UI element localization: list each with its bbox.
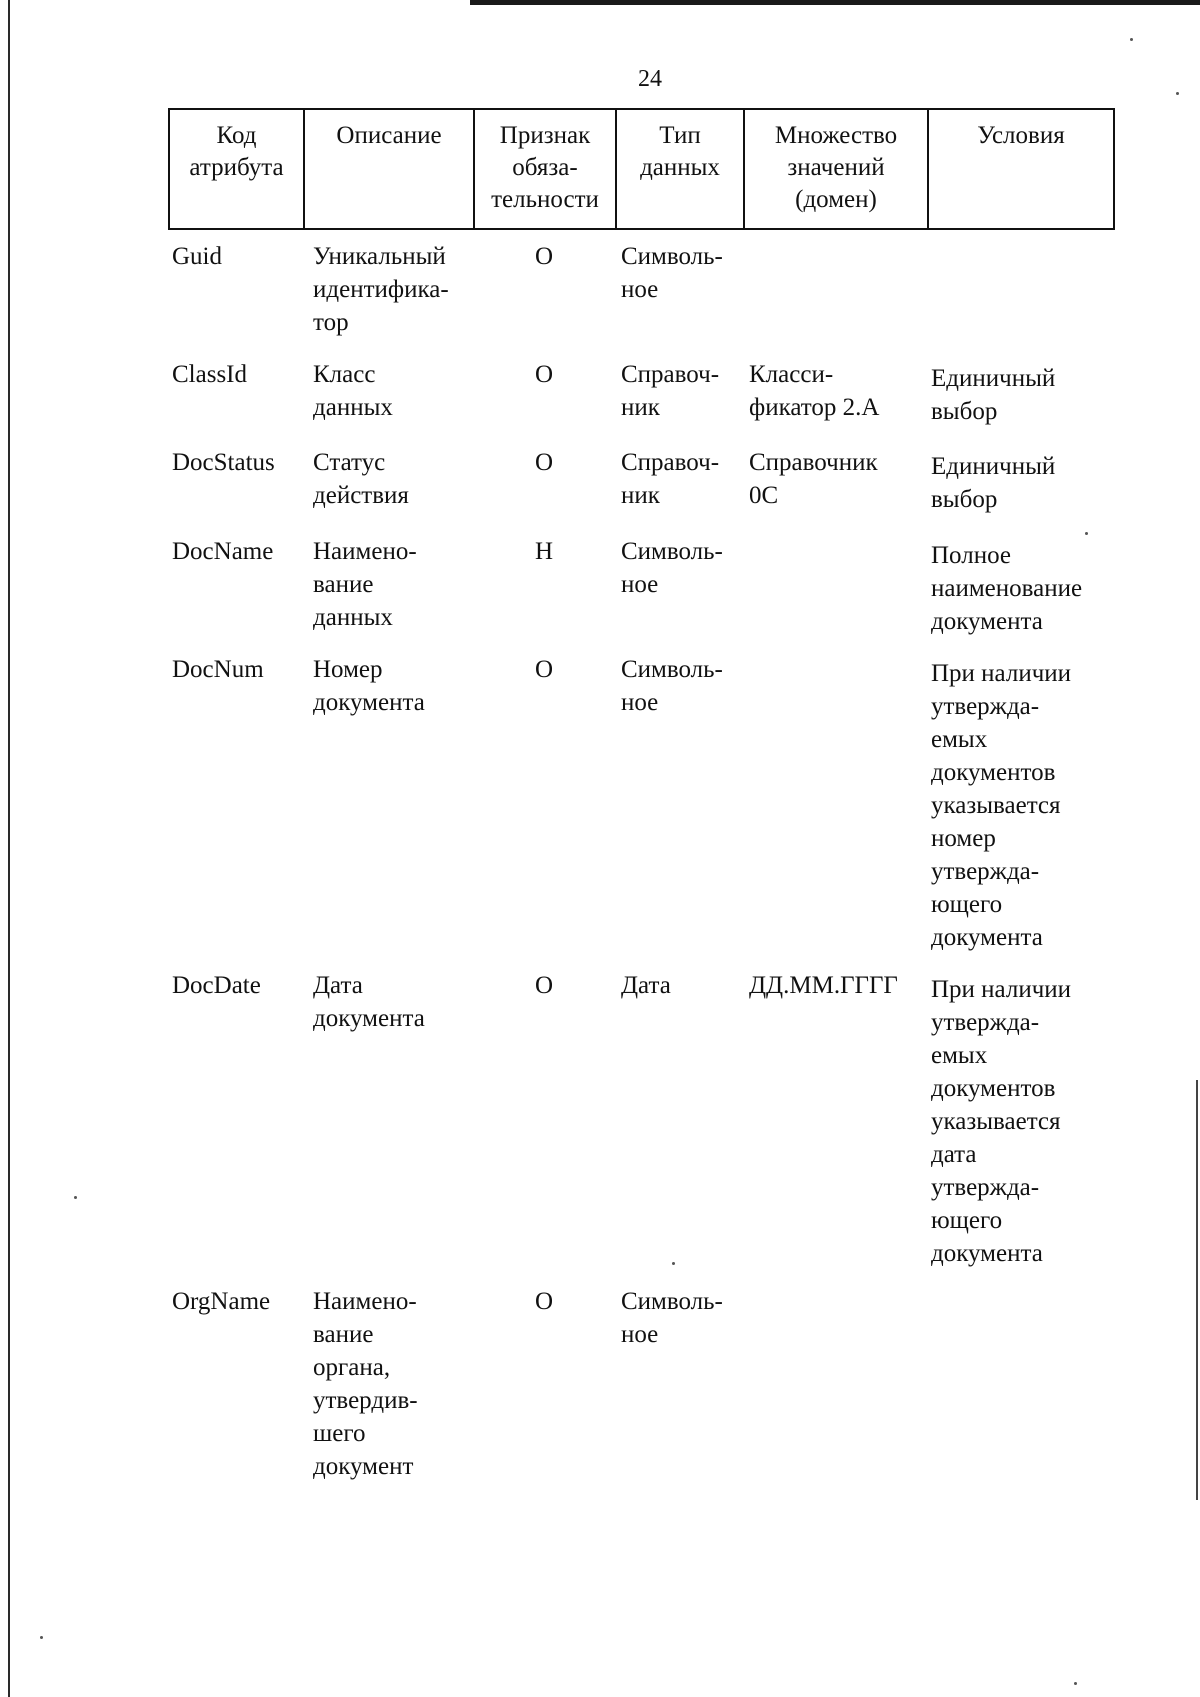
header-value-domain bbox=[744, 109, 928, 229]
conditions-cell bbox=[927, 1285, 1113, 1495]
data-type-cell: Символь- ное bbox=[621, 243, 723, 303]
header-conditions bbox=[928, 109, 1114, 229]
table-row bbox=[168, 240, 1113, 358]
table-row bbox=[168, 358, 1113, 446]
conditions-cell bbox=[927, 240, 1113, 358]
obligation-cell: О bbox=[534, 361, 554, 388]
header-text: Тип данных bbox=[640, 122, 720, 181]
domain-cell bbox=[743, 535, 927, 653]
attribute-code-cell: ClassId bbox=[172, 361, 247, 388]
header-text: Условия bbox=[977, 122, 1065, 149]
header-text: Описание bbox=[336, 122, 442, 149]
header-text: Множество значений (домен) bbox=[774, 122, 898, 213]
scan-speck bbox=[672, 1262, 675, 1265]
attribute-table-body bbox=[168, 240, 1113, 1495]
conditions-cell: При наличии утвержда- емых документов указывается дата утвержда- ющего документа bbox=[931, 976, 1072, 1267]
table-row bbox=[168, 969, 1113, 1285]
scan-left-edge bbox=[8, 0, 10, 1697]
scan-top-edge bbox=[470, 0, 1200, 5]
description-cell: Наимено- вание органа, утвердив- шего документ bbox=[313, 1288, 418, 1480]
table-row bbox=[168, 1285, 1113, 1495]
header-text: Признак обяза- тельности bbox=[491, 122, 599, 213]
data-type-cell: Символь- ное bbox=[621, 538, 723, 598]
scan-speck bbox=[1085, 532, 1088, 535]
domain-cell bbox=[743, 1285, 927, 1495]
header-data-type bbox=[616, 109, 744, 229]
scan-speck bbox=[1074, 1682, 1077, 1685]
obligation-cell: Н bbox=[534, 538, 554, 565]
table-row bbox=[168, 535, 1113, 653]
scan-speck bbox=[40, 1636, 43, 1639]
obligation-cell: О bbox=[534, 1288, 554, 1315]
conditions-cell: Единичный выбор bbox=[931, 453, 1056, 513]
data-type-cell: Справоч- ник bbox=[621, 449, 720, 509]
data-type-cell: Символь- ное bbox=[621, 1288, 723, 1348]
description-cell: Дата документа bbox=[313, 972, 425, 1032]
obligation-cell: О bbox=[534, 972, 554, 999]
header-text: Код атрибута bbox=[189, 122, 284, 181]
obligation-cell: О bbox=[534, 656, 554, 683]
description-cell: Наимено- вание данных bbox=[313, 538, 417, 631]
data-type-cell: Дата bbox=[621, 972, 671, 999]
attribute-code-cell: Guid bbox=[172, 243, 222, 270]
attribute-table-header bbox=[168, 108, 1115, 230]
domain-cell: Класси- фикатор 2.А bbox=[749, 361, 880, 421]
description-cell: Статус действия bbox=[313, 449, 409, 509]
domain-cell bbox=[743, 240, 927, 358]
scan-speck bbox=[1130, 38, 1133, 41]
conditions-cell: При наличии утвержда- емых документов указывается номер утвержда- ющего документа bbox=[931, 660, 1072, 951]
attribute-code-cell: DocName bbox=[172, 538, 274, 565]
data-type-cell: Символь- ное bbox=[621, 656, 723, 716]
conditions-cell: Полное наименование документа bbox=[931, 542, 1083, 635]
domain-cell bbox=[743, 653, 927, 969]
header-attribute-code bbox=[169, 109, 304, 229]
domain-cell: Справочник 0С bbox=[749, 449, 878, 509]
table-row bbox=[168, 446, 1113, 535]
header-obligation bbox=[474, 109, 616, 229]
description-cell: Уникальный идентифика- тор bbox=[313, 243, 449, 336]
description-cell: Класс данных bbox=[313, 361, 393, 421]
attribute-code-cell: DocDate bbox=[172, 972, 261, 999]
attribute-code-cell: OrgName bbox=[172, 1288, 271, 1315]
data-type-cell: Справоч- ник bbox=[621, 361, 720, 421]
header-description bbox=[304, 109, 474, 229]
obligation-cell: О bbox=[534, 449, 554, 476]
scan-speck bbox=[74, 1196, 77, 1199]
description-cell: Номер документа bbox=[313, 656, 425, 716]
page-number: 24 bbox=[638, 66, 662, 92]
attribute-code-cell: DocStatus bbox=[172, 449, 275, 476]
scan-speck bbox=[1176, 92, 1179, 95]
attribute-code-cell: DocNum bbox=[172, 656, 264, 683]
domain-cell: ДД.ММ.ГГГГ bbox=[749, 972, 898, 999]
conditions-cell: Единичный выбор bbox=[931, 365, 1056, 425]
table-row bbox=[168, 653, 1113, 969]
scan-right-edge bbox=[1196, 1080, 1198, 1500]
obligation-cell: О bbox=[534, 243, 554, 270]
